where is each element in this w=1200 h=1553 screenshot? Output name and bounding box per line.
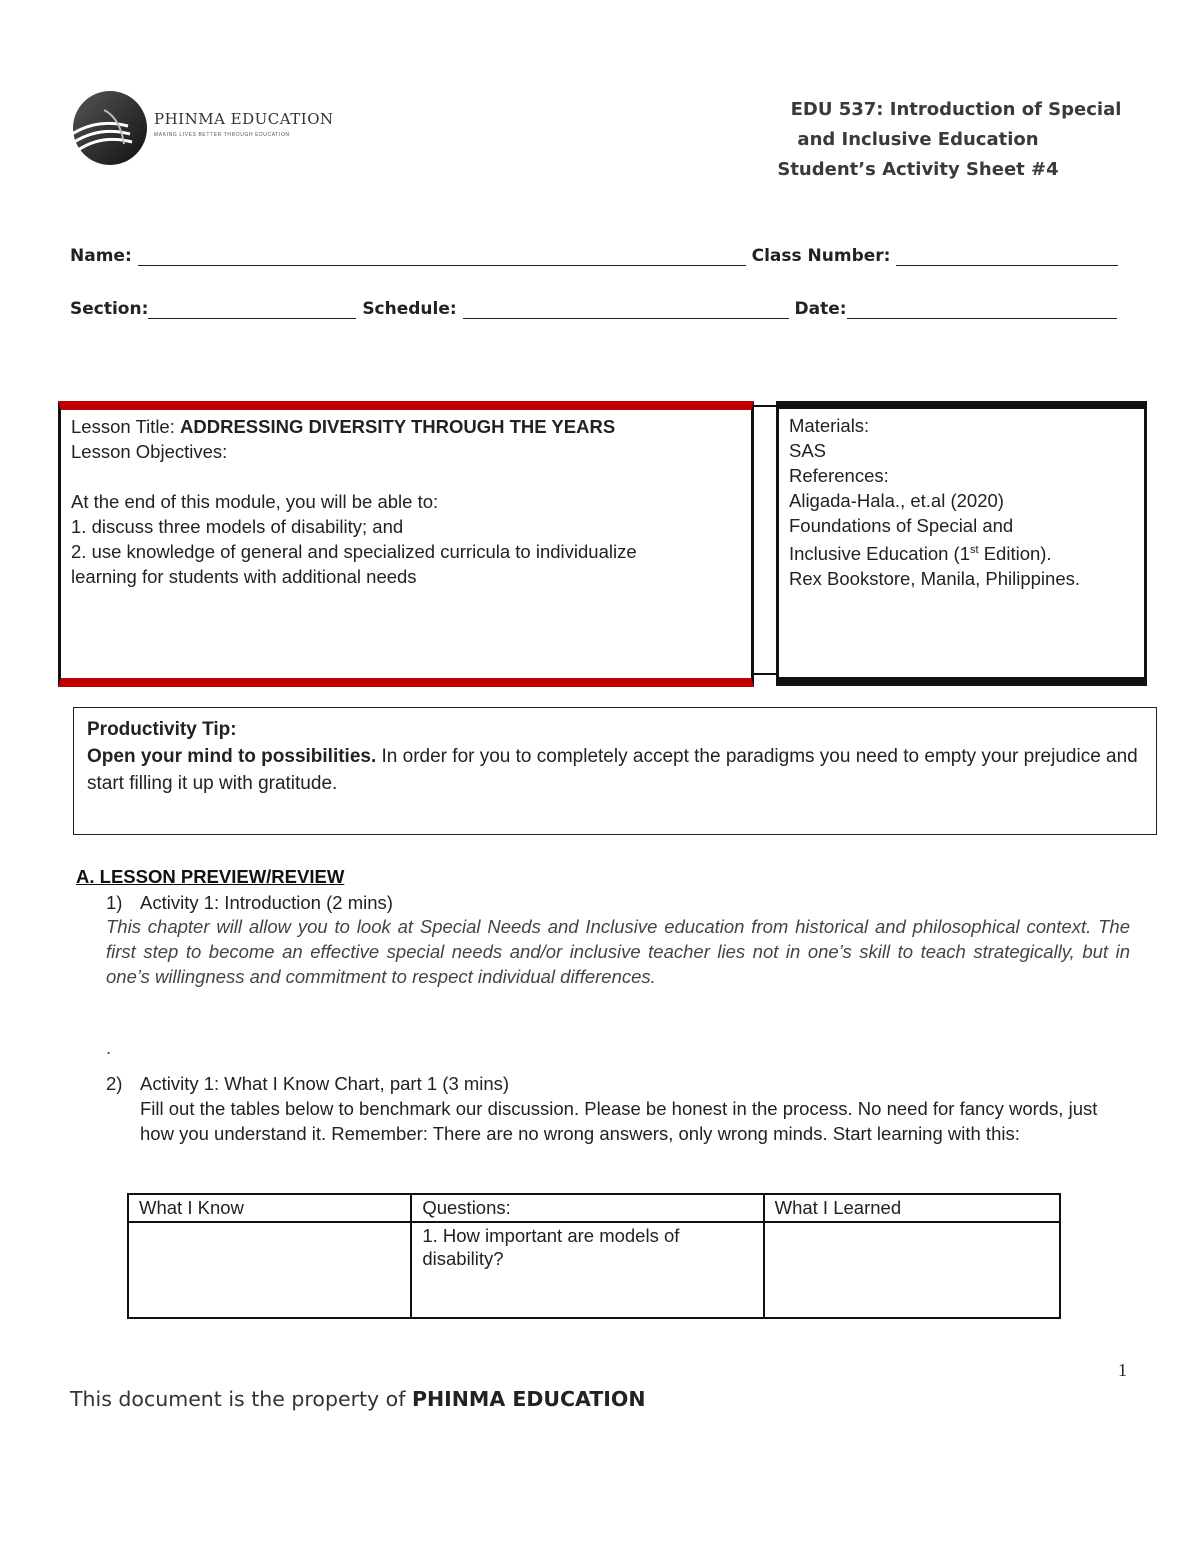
logo-tagline: MAKING LIVES BETTER THROUGH EDUCATION (154, 132, 290, 138)
tip-bold-lead: Open your mind to possibilities. (87, 746, 377, 767)
name-field[interactable] (138, 247, 746, 266)
schedule-field[interactable] (463, 300, 789, 319)
lesson-intro: At the end of this module, you will be able to: (71, 491, 439, 512)
lesson-title: ADDRESSING DIVERSITY THROUGH THE YEARS (180, 416, 616, 437)
tip-text: In order for you to completely accept the paradigms you need to empty your prejudice and start filling it up with gratitude. (87, 746, 1138, 794)
class-number-label: Class Number: (751, 246, 891, 266)
logo-name: PHINMA EDUCATION (154, 110, 334, 128)
cell-question: 1. How important are models of disability? (411, 1222, 763, 1318)
tip-body (87, 743, 1156, 797)
activity1-title: Activity 1: Introduction (2 mins) (140, 892, 393, 913)
reference-line3: Inclusive Education (1st Edition). (789, 543, 1052, 565)
course-title-block (718, 95, 1122, 185)
form-row-name (70, 246, 1118, 266)
cell-what-i-know[interactable] (128, 1222, 411, 1318)
lesson-title-line (71, 414, 637, 439)
materials-box (776, 401, 1147, 686)
form-row-section (70, 299, 1117, 319)
page-number: 1 (1118, 1360, 1127, 1380)
name-label: Name: (70, 246, 132, 266)
reference-line1: Aligada-Hala., et.al (2020) (789, 490, 1004, 511)
phinma-logo (68, 88, 338, 168)
header-what-i-know: What I Know (128, 1194, 411, 1222)
productivity-tip-box (73, 707, 1157, 835)
tip-heading: Productivity Tip: (87, 719, 237, 740)
reference-line2: Foundations of Special and (789, 515, 1014, 536)
activity2-text: Fill out the tables below to benchmark our discussion. Please be honest in the process. No need for fancy words, just how you understand it. Remember: There are no wrong answers, only wrong minds. Start learning with this: (140, 1098, 1098, 1144)
header-what-i-learned: What I Learned (764, 1194, 1060, 1222)
objective-2-line1: 2. use knowledge of general and specialized curricula to individualize (71, 541, 637, 562)
box-connector-top (754, 405, 776, 407)
date-label: Date: (794, 299, 847, 319)
objective-2-line2: learning for students with additional needs (71, 566, 417, 587)
box-connector-bottom (754, 673, 776, 675)
header-questions: Questions: (411, 1194, 763, 1222)
what-i-know-table (127, 1193, 1061, 1319)
lesson-objectives-label: Lesson Objectives: (71, 441, 228, 462)
lesson-title-prefix: Lesson Title: (71, 416, 181, 437)
reference-line4: Rex Bookstore, Manila, Philippines. (789, 568, 1081, 590)
references-label: References: (789, 465, 889, 486)
section-label: Section: (70, 299, 149, 319)
class-number-field[interactable] (896, 247, 1118, 266)
footer-owner: PHINMA EDUCATION (411, 1387, 646, 1411)
footer-property: This document is the property of PHINMA EDUCATION (70, 1387, 646, 1411)
materials-value: SAS (789, 440, 827, 461)
activity-sheet-label: Student’s Activity Sheet #4 (777, 159, 1059, 180)
table-row (128, 1222, 1060, 1318)
lesson-box (58, 401, 754, 687)
section-field[interactable] (148, 300, 356, 319)
objective-1: 1. discuss three models of disability; and (71, 516, 404, 537)
separator-dot: . (106, 1037, 112, 1058)
activity1-number: 1) (106, 892, 123, 913)
phinma-emblem-icon (68, 88, 148, 168)
activity2-number: 2) (106, 1073, 123, 1094)
materials-label: Materials: (789, 415, 870, 436)
date-field[interactable] (847, 300, 1117, 319)
schedule-label: Schedule: (362, 299, 457, 319)
course-title-line2: and Inclusive Education (797, 129, 1039, 150)
course-title-line1: EDU 537: Introduction of Special (790, 99, 1122, 120)
section-a-heading: A. LESSON PREVIEW/REVIEW (76, 866, 345, 887)
activity1-text: This chapter will allow you to look at Special Needs and Inclusive education from historical and philosophical context. The first step to become an effective special needs and/or inclusive teacher lies not in one’s skill to teach strategically, but in one’s willingness and commitment to respect individual differences. (106, 916, 1130, 987)
table-header-row (128, 1194, 1060, 1222)
activity2-title: Activity 1: What I Know Chart, part 1 (3 mins) (140, 1073, 510, 1094)
cell-what-i-learned[interactable] (764, 1222, 1060, 1318)
